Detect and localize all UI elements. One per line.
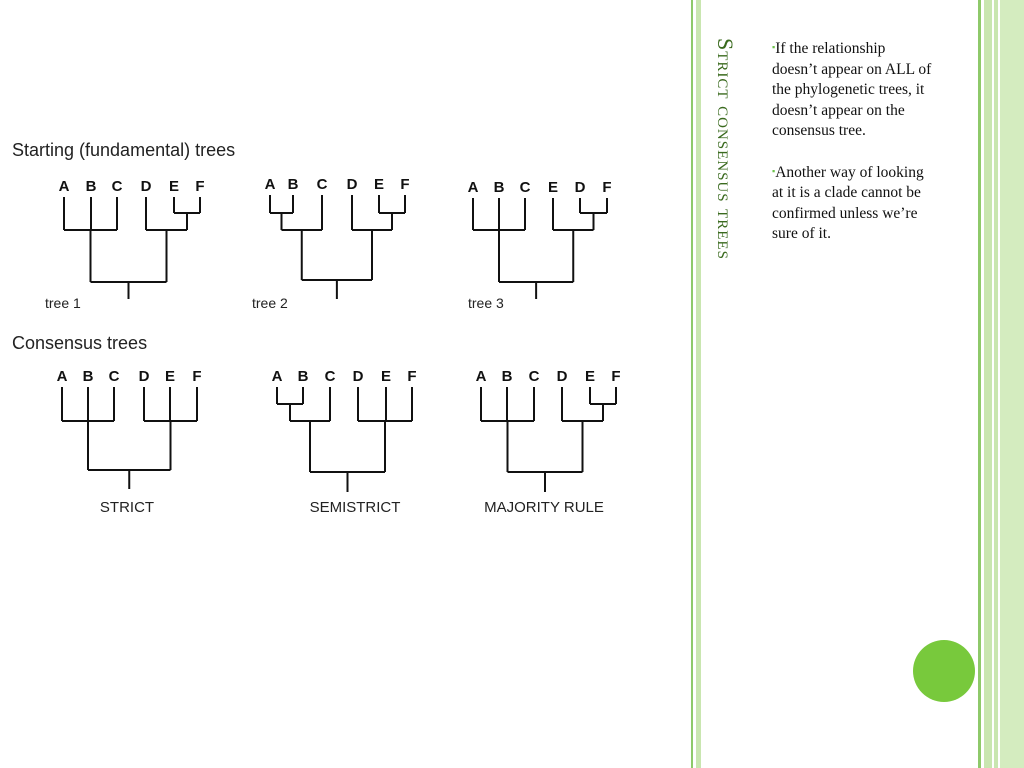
divider-line [691,0,693,768]
consensus-tree-label: MAJORITY RULE [484,499,604,516]
leaf-label: C [111,178,123,195]
leaf-label: B [493,179,505,196]
leaf-label: E [168,178,180,195]
border-band [1000,0,1024,768]
starting-tree-label: tree 3 [468,295,504,311]
leaf-label: A [264,176,276,193]
border-band [994,0,998,768]
bullet-list [772,37,932,264]
leaf-label: F [407,368,417,385]
divider-line [696,0,701,768]
leaf-label: C [108,368,120,385]
bullet-icon: ▪ [772,42,776,52]
border-line [978,0,981,768]
leaf-label: E [380,368,392,385]
leaf-label: C [528,368,540,385]
bullet-item [772,161,932,245]
leaf-label: A [58,178,70,195]
decorative-circle [913,640,975,702]
leaf-label: F [195,178,205,195]
starting-tree-label: tree 1 [45,295,81,311]
leaf-label: D [140,178,152,195]
leaf-label: C [324,368,336,385]
leaf-label: D [556,368,568,385]
leaf-label: D [346,176,358,193]
leaf-label: B [287,176,299,193]
leaf-label: A [467,179,479,196]
leaf-label: C [519,179,531,196]
bullet-text: Another way of looking at it is a clade cannot be confirmed unless we’re sure of it. [772,163,924,242]
leaf-label: B [501,368,513,385]
starting-trees-heading: Starting (fundamental) trees [12,140,236,160]
leaf-label: B [85,178,97,195]
leaf-label: F [400,176,410,193]
leaf-label: F [192,368,202,385]
slide-title: Strict consensus trees [713,38,738,260]
leaf-label: A [56,368,68,385]
consensus-tree-label: STRICT [99,499,155,516]
bullet-text: If the relationship doesn’t appear on ALL of the phylogenetic trees, it doesn’t appear on the consensus tree. [772,40,932,139]
consensus-trees-heading: Consensus trees [12,333,148,353]
leaf-label: E [547,179,559,196]
leaf-label: D [138,368,150,385]
starting-tree-label: tree 2 [252,295,288,311]
leaf-label: A [475,368,487,385]
border-band [984,0,992,768]
leaf-label: B [82,368,94,385]
leaf-label: E [373,176,385,193]
leaf-label: F [611,368,621,385]
consensus-tree-label: SEMISTRICT [309,499,401,516]
bullet-item [772,37,932,142]
leaf-label: D [352,368,364,385]
leaf-label: F [602,179,612,196]
leaf-label: D [574,179,586,196]
leaf-label: E [584,368,596,385]
bullet-icon: ▪ [772,165,776,176]
leaf-label: A [271,368,283,385]
leaf-label: E [164,368,176,385]
leaf-label: C [316,176,328,193]
leaf-label: B [297,368,309,385]
